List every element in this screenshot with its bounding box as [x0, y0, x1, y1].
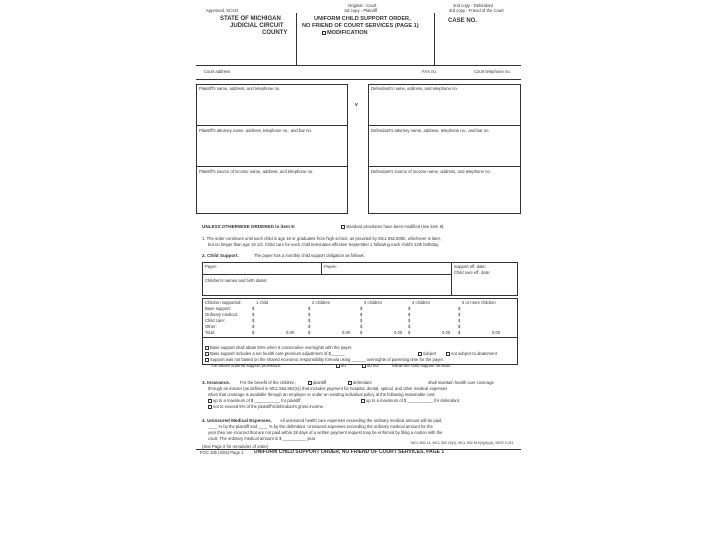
support-cell[interactable]: $: [360, 324, 363, 329]
modification-label: MODIFICATION: [327, 30, 368, 36]
item4-line2: ____ % by the plaintiff and ____ % by the defendant. Uninsured expenses exceeding the ordinary medical amount for the: [208, 424, 433, 429]
support-cell[interactable]: $: [252, 312, 255, 317]
plaintiff-attorney-label: Plaintiff's attorney name, address, telephone no., and bar no.: [199, 128, 312, 133]
support-cell[interactable]: $: [308, 312, 311, 317]
support-row-label: Total:: [205, 330, 216, 335]
form-title-line2: NO FRIEND OF COURT SERVICES (PAGE 1): [302, 23, 419, 29]
support-cell[interactable]: $: [458, 312, 461, 317]
payer-label: Payer:: [205, 264, 218, 269]
shared-formula-option[interactable]: [205, 357, 444, 362]
distribution-defendant: 2nd copy - Defendant: [453, 3, 494, 8]
max-defendant-option[interactable]: [361, 398, 460, 403]
defendant-insurance-option[interactable]: [348, 380, 372, 385]
support-cell[interactable]: $: [360, 312, 363, 317]
court-address-label: Court address: [204, 69, 231, 74]
support-row-label: Base support:: [205, 306, 231, 311]
versus-label: v: [355, 102, 358, 108]
support-cell[interactable]: $: [408, 324, 411, 329]
footer-title: UNIFORM CHILD SUPPORT ORDER, NO FRIEND OF COURT SERVICES, PAGE 1: [254, 449, 445, 455]
state-label: STATE OF MICHIGAN: [220, 16, 281, 22]
support-row-label: Other:: [205, 324, 217, 329]
support-cell[interactable]: $: [252, 330, 255, 335]
support-total-value: 0.00: [394, 330, 403, 335]
item2-heading: 2. Child Support.: [202, 253, 239, 258]
distribution-plaintiff: 1st copy - Plaintiff: [344, 8, 377, 13]
max-plaintiff-label: up to a maximum of $ ___________ for plaintiff.: [213, 398, 302, 403]
gross-income-option[interactable]: [208, 404, 324, 409]
support-column-header: 1 child: [256, 300, 269, 305]
circuit-label: JUDICIAL CIRCUIT: [230, 23, 284, 29]
support-cell[interactable]: $: [458, 324, 461, 329]
support-cell[interactable]: $: [458, 330, 461, 335]
children-names-label: Children's names and birth dates:: [205, 278, 268, 283]
plaintiff-box: [196, 84, 348, 214]
formula-donot-checkbox[interactable]: [362, 364, 366, 368]
item3-line2: through an insurer (as defined in MCL 552.602(n)) that includes payment for hospital, dental, optical, and other medical expenses: [208, 386, 448, 391]
modification-checkbox[interactable]: [322, 31, 326, 35]
support-column-header: Children supported:: [205, 300, 242, 305]
plaintiff-insurance-checkbox[interactable]: [308, 381, 312, 385]
approved-label: Approved, SCAO: [206, 8, 239, 13]
shared-formula-label: Support was not based on the shared economic responsibility formula using ______ overnights of parenting time for the payer.: [210, 357, 444, 362]
plaintiff-name-label: Plaintiff's name, address, and telephone no.: [199, 86, 281, 91]
support-cell[interactable]: $: [308, 306, 311, 311]
gross-income-label: not to exceed 5% of the plaintiff's/defendant's gross income.: [213, 404, 325, 409]
support-column-header: 3 children: [364, 300, 383, 305]
fax-label: FAX no.: [422, 69, 437, 74]
premium-option[interactable]: Base support includes a net health care premium adjustment of $______: [205, 351, 345, 356]
unless-heading: UNLESS OTHERWISE ORDERED in item 9:: [202, 224, 296, 229]
support-cell[interactable]: $: [308, 318, 311, 323]
support-total-value: 0.00: [342, 330, 351, 335]
standard-modified-option[interactable]: [341, 224, 444, 229]
shared-formula-checkbox[interactable]: [205, 358, 209, 362]
support-cell[interactable]: $: [458, 306, 461, 311]
modification-option[interactable]: [322, 30, 368, 36]
abate-checkbox[interactable]: [205, 346, 209, 350]
formula-do-checkbox[interactable]: [336, 364, 340, 368]
subject-label: subject: [423, 351, 437, 356]
premium-checkbox[interactable]: [205, 352, 209, 356]
distribution-foc: 3rd copy - Friend of the Court: [449, 8, 504, 13]
formula-do-label: do: [341, 363, 346, 368]
support-cell[interactable]: $: [408, 318, 411, 323]
defendant-insurance-checkbox[interactable]: [348, 381, 352, 385]
formula-donot-label: do not: [367, 363, 379, 368]
item4-line1: All uninsured health care expenses exceeding the ordinary medical amount will be paid: [280, 418, 442, 423]
court-phone-label: Court telephone no.: [474, 69, 511, 74]
max-defendant-checkbox[interactable]: [361, 399, 365, 403]
support-cell[interactable]: $: [360, 318, 363, 323]
support-cell[interactable]: $: [252, 324, 255, 329]
support-row-label: Ordinary medical:: [205, 312, 238, 317]
defendant-income-label: Defendant's source of income name, address, and telephone no.: [371, 169, 491, 174]
support-cell[interactable]: $: [252, 306, 255, 311]
max-plaintiff-option[interactable]: [208, 398, 302, 403]
see-page2-note: (See Page 2 for remainder of order): [202, 444, 269, 449]
item1-line2: but no longer than age 19 1/2. Child care for each child terminates effective September 1 following each child's 12th birthday.: [208, 242, 440, 247]
citation-text: MCL 552.14, MCL 552.15(1), MCL 552.519(3)(a)(vi), MCR 3.211: [411, 441, 514, 445]
defendant-name-label: Defendant's name, address, and telephone no.: [371, 86, 458, 91]
form-number: FOC 10b (4/04) Page 1: [200, 450, 244, 455]
support-column-header: 2 children: [312, 300, 331, 305]
formula-do-option[interactable]: [336, 363, 346, 368]
item3-heading: 3. Insurance.: [202, 380, 231, 385]
support-cell[interactable]: $: [408, 312, 411, 317]
item4-line4: court. The ordinary medical amount is $ __________ year.: [208, 436, 317, 441]
distribution-court: Original - Court: [348, 3, 377, 8]
premium-label: Base support includes a net health care premium adjustment of $: [210, 351, 331, 356]
support-cell[interactable]: $: [360, 306, 363, 311]
form-title-line1: UNIFORM CHILD SUPPORT ORDER,: [314, 16, 411, 22]
support-row-label: Child care:: [205, 318, 226, 323]
item1-line1: 1. The order continues until each child is age 18 or graduates from high school, as provided by MCL 552.605b, whichever is later,: [202, 236, 442, 241]
support-cell[interactable]: $: [458, 318, 461, 323]
support-cell[interactable]: $: [252, 318, 255, 323]
support-cell[interactable]: $: [408, 330, 411, 335]
county-label: COUNTY: [262, 30, 288, 36]
abate-label: Base support shall abate 50% when 6 consecutive overnights with the payer.: [210, 345, 353, 350]
support-cell[interactable]: $: [308, 324, 311, 329]
plaintiff-insurance-label: plaintiff: [313, 380, 327, 385]
formula-end-text: follow the child support formula.: [392, 363, 451, 368]
support-total-value: 0.00: [442, 330, 451, 335]
not-subject-option[interactable]: [446, 351, 497, 356]
support-cell[interactable]: $: [308, 330, 311, 335]
item2-text: The payer has a monthly child support obligation as follows:: [254, 253, 365, 258]
defendant-attorney-label: Defendant's attorney name, address, telephone no., and bar no.: [371, 128, 490, 133]
support-cell[interactable]: $: [408, 306, 411, 311]
subject-option[interactable]: [418, 351, 436, 356]
abate-option[interactable]: [205, 345, 352, 350]
support-column-header: 4 children: [412, 300, 431, 305]
child-sure-eff-date-label: Child sure eff. date:: [454, 270, 491, 275]
case-no-label: CASE NO.: [448, 18, 478, 24]
max-defendant-label: up to a maximum of $ ___________ for defendant.: [366, 398, 461, 403]
support-eff-date-label: Support eff. date:: [454, 264, 487, 269]
item3-line1b: shall maintain health care coverage: [428, 380, 494, 385]
gross-income-checkbox[interactable]: [208, 405, 212, 409]
item3-line1a: For the benefit of the children,: [240, 380, 296, 385]
formula-donot-option[interactable]: [362, 363, 379, 368]
item3-line3: when that coverage is available through an employer or under an existing individual policy at the following reasonable cost:: [208, 392, 436, 397]
plaintiff-income-label: Plaintiff's source of income name, address, and telephone no.: [199, 169, 314, 174]
support-total-value: 0.00: [492, 330, 501, 335]
item4-heading: 4. Uninsured Medical Expenses.: [202, 418, 272, 423]
standard-modified-checkbox[interactable]: [341, 225, 345, 229]
not-subject-label: not subject to abatement: [451, 351, 497, 356]
support-cell[interactable]: $: [360, 330, 363, 335]
subject-checkbox[interactable]: [418, 352, 422, 356]
formula-follow-text: The above ordered support provisions: [210, 363, 281, 368]
form-page: [196, 0, 521, 455]
not-subject-checkbox[interactable]: [446, 352, 450, 356]
support-column-header: 5 or more children: [462, 300, 496, 305]
payee-label: Payee:: [324, 264, 338, 269]
plaintiff-insurance-option[interactable]: [308, 380, 326, 385]
max-plaintiff-checkbox[interactable]: [208, 399, 212, 403]
item4-line3: year they are incurred that are not paid within 28 days of a written payment request may be enforced by filing a motion with the: [208, 430, 443, 435]
defendant-insurance-label: defendant: [353, 380, 372, 385]
defendant-box: [368, 84, 521, 214]
support-total-value: 0.00: [286, 330, 295, 335]
standard-modified-label: standard provisions have been modified (see item 9).: [346, 224, 445, 229]
